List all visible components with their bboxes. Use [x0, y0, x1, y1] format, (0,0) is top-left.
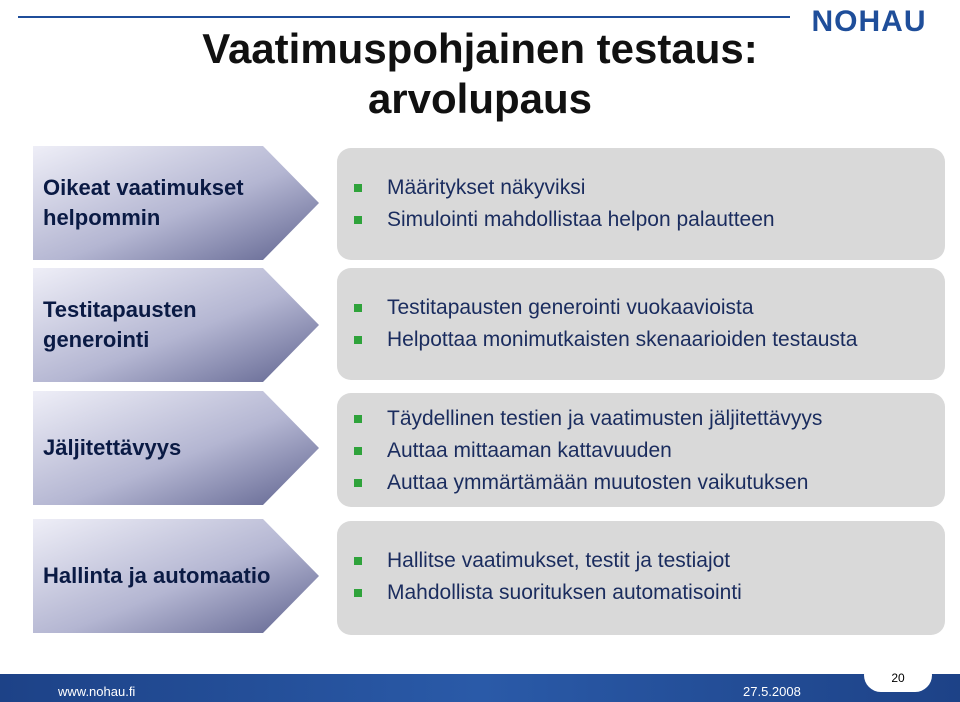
- row-4-panel: [337, 521, 945, 635]
- footer-url-link[interactable]: www.nohau.fi: [58, 684, 136, 699]
- square-bullet-icon: [354, 216, 362, 224]
- row-4-label: Hallinta ja automaatio: [43, 563, 271, 588]
- square-bullet-icon: [354, 479, 362, 487]
- bullet-item: Simulointi mahdollistaa helpon palautteen: [351, 204, 775, 236]
- row-1-panel: [337, 148, 945, 260]
- square-bullet-icon: [354, 447, 362, 455]
- square-bullet-icon: [354, 184, 362, 192]
- row-2-panel: [337, 268, 945, 380]
- row-3-label: Jäljitettävyys: [43, 435, 182, 460]
- square-bullet-icon: [354, 304, 362, 312]
- page-number: 20: [864, 656, 932, 692]
- bullet-item: Hallitse vaatimukset, testit ja testiajot: [351, 545, 742, 577]
- row-1-label: Oikeat vaatimukset helpommin: [43, 175, 244, 230]
- row-3-arrow: [33, 391, 319, 505]
- bullet-item: Helpottaa monimutkaisten skenaarioiden testausta: [351, 324, 857, 356]
- title-line-1: Vaatimuspohjainen testaus:: [202, 25, 758, 72]
- logo-text: NOHAU: [811, 5, 927, 38]
- bullet-item: Täydellinen testien ja vaatimusten jäljitettävyys: [351, 403, 822, 435]
- footer-bar: [0, 674, 960, 702]
- bullet-item: Mahdollista suorituksen automatisointi: [351, 577, 742, 609]
- row-4-arrow: [33, 519, 319, 633]
- bullet-item: Testitapausten generointi vuokaavioista: [351, 292, 857, 324]
- bullet-item: Auttaa mittaaman kattavuuden: [351, 435, 822, 467]
- square-bullet-icon: [354, 336, 362, 344]
- row-2-label: Testitapausten generointi: [43, 297, 197, 352]
- footer-date: 27.5.2008: [743, 684, 801, 699]
- row-2-arrow: [33, 268, 319, 382]
- row-3-panel: [337, 393, 945, 507]
- bullet-item: Auttaa ymmärtämään muutosten vaikutuksen: [351, 467, 822, 499]
- square-bullet-icon: [354, 557, 362, 565]
- square-bullet-icon: [354, 415, 362, 423]
- row-1-arrow: [33, 146, 319, 260]
- bullet-item: Määritykset näkyviksi: [351, 172, 775, 204]
- square-bullet-icon: [354, 589, 362, 597]
- title-line-2: arvolupaus: [367, 75, 593, 122]
